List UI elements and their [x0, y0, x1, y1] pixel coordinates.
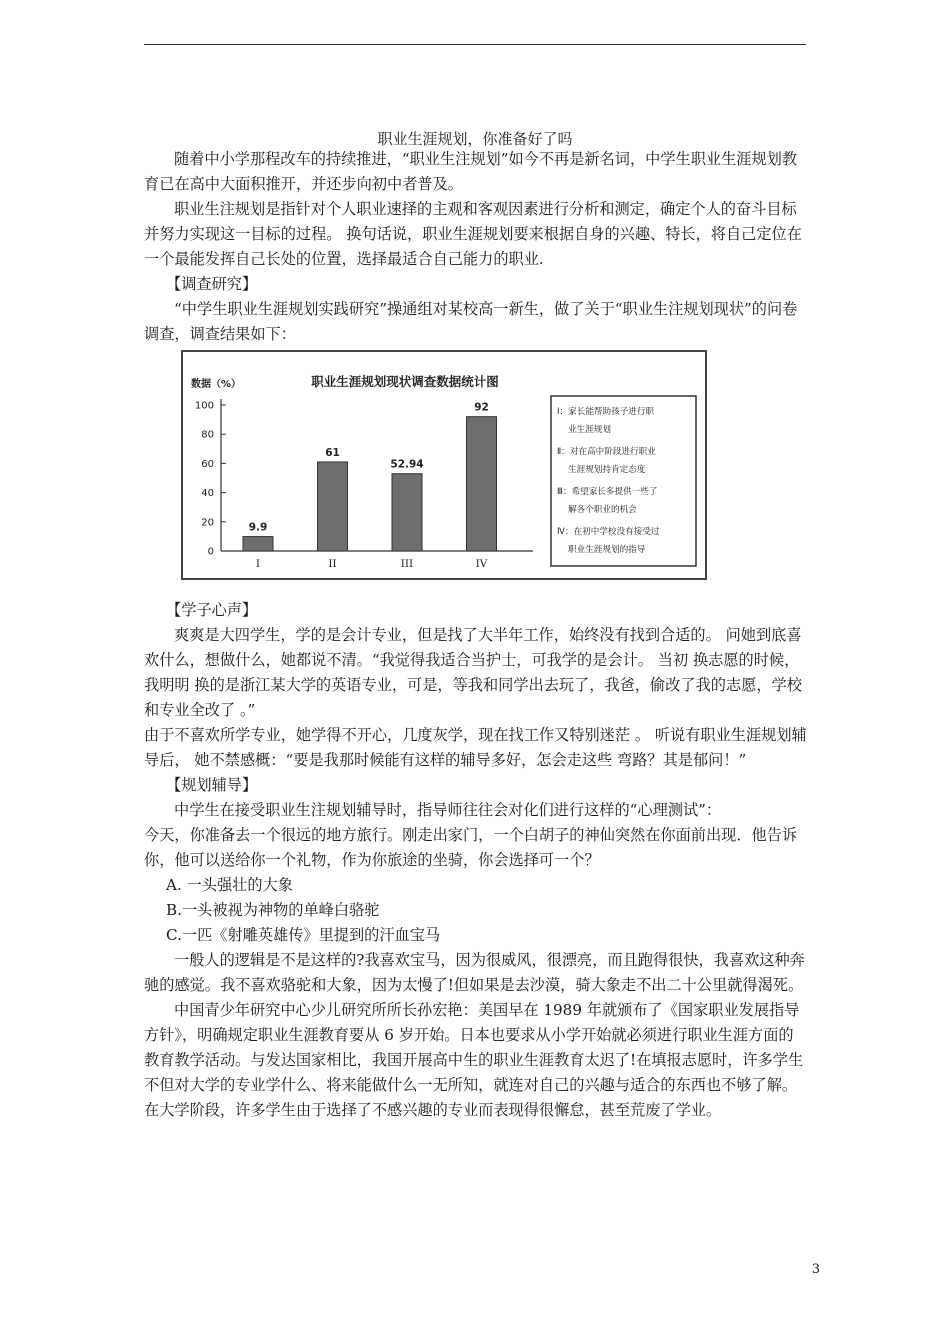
- chart-canvas: [183, 352, 705, 578]
- voice-paragraph-1: 爽爽是大四学生，学的是会计专业，但是找了大半年工作，始终没有找到合适的。 问她到底喜欢什么，想做什么，她都说不清。“我觉得我适合当护士，可我学的是会计。 当初 换志愿的时候，我明明 换的是浙江某大学的英语专业，可是，等我和同学出去玩了，我爸，偷改了我的志愿，学校和专业全改了 。”: [144, 626, 802, 719]
- chart-value-label: 9.9: [248, 521, 268, 534]
- option-c: C.一匹《射雕英雄传》里提到的汗血宝马: [166, 926, 441, 944]
- chart-y-tick-label: 60: [201, 458, 214, 470]
- chart-legend-entry: 生涯规划持肯定态度: [568, 465, 646, 475]
- intro-section: [144, 147, 808, 347]
- guide-paragraph-3: 一般人的逻辑是不是这样的?我喜欢宝马，因为很威风，很漂亮，而且跑得很快，我喜欢这种奔驰的感觉。我不喜欢骆驼和大象，因为太慢了!但如果是去沙漠，骑大象走不出二十公里就得渴死。: [144, 951, 805, 994]
- chart-legend-entry: Ⅳ：在初中学校没有接受过: [557, 527, 660, 537]
- voice-section: [144, 598, 808, 1123]
- chart-value-label: 52.94: [390, 458, 424, 471]
- guide-paragraph-2: 今天，你准备去一个很远的地方旅行。刚走出家门，一个白胡子的神仙突然在你面前出现．他告诉你，他可以送给你一个礼物，作为你旅途的坐骑，你会选择可一个？: [144, 826, 798, 869]
- chart-legend-entry: Ⅱ：对在高中阶段进行职业: [557, 447, 656, 457]
- chart-x-tick-label: II: [328, 558, 337, 570]
- chart-bar: [392, 474, 422, 551]
- chart-value-label: 92: [474, 401, 489, 414]
- chart-legend-entry: Ⅲ：希望家长多提供一些了: [557, 487, 658, 497]
- chart-title: 职业生涯规划现状调查数据统计图: [311, 374, 499, 389]
- intro-paragraph-2: 职业生注规划是指针对个人职业速择的主观和客观因素进行分析和测定，确定个人的奋斗目标并努力实现这一目标的过程。 换句话说，职业生涯规划要来根据自身的兴趣、特长，将自己定位在一个最能发挥自己长处的位置，选择最适合自己能力的职业.: [144, 200, 802, 268]
- guide-paragraph-4: 中国青少年研究中心少儿研究所所长孙宏艳：美国早在 1989 年就颁布了《国家职业发展指导方针》，明确规定职业生涯教育要从 6 岁开始。日本也要求从小学开始就必须进行职业生涯方面的教育教学活动。与发达国家相比，我国开展高中生的职业生涯教育太迟了!在填报志愿时，许多学生不但对大学的专业学什么、将来能做什么一无所知，就连对自己的兴趣与适合的东西也不够了解。在大学阶段，许多学生由于选择了不感兴趣的专业而表现得很懈怠，甚至荒废了学业。: [144, 1001, 804, 1119]
- guide-heading: 【规划辅导】: [166, 776, 258, 794]
- chart-legend: [557, 405, 660, 555]
- chart-y-tick-label: 80: [201, 429, 214, 441]
- survey-heading: 【调查研究】: [166, 275, 258, 293]
- chart-y-tick-label: 0: [207, 546, 214, 558]
- chart-bars: [243, 402, 497, 570]
- voice-heading: 【学子心声】: [166, 601, 258, 619]
- chart-bar: [467, 417, 497, 551]
- chart-legend-box: [551, 396, 696, 566]
- chart-value-label: 61: [325, 446, 340, 459]
- chart-y-tick-label: 100: [194, 400, 214, 412]
- survey-paragraph: “中学生职业生涯规划实践研究”操通组对某校高一新生，做了关于“职业生注规划现状”的问卷调查，调查结果如下：: [144, 300, 798, 343]
- chart-bar: [318, 462, 348, 551]
- chart-x-tick-label: III: [400, 558, 414, 570]
- chart-legend-entry: Ⅰ：家长能帮助孩子进行职: [557, 407, 655, 417]
- chart-y-tick-label: 40: [201, 488, 214, 500]
- option-b: B.一头被视为神物的单峰白骆驼: [166, 901, 380, 919]
- option-a: A. 一头强壮的大象: [166, 876, 293, 894]
- chart-y-axis-label: 数据（%）: [191, 379, 242, 390]
- voice-paragraph-2: 由于不喜欢所学专业，她学得不开心，几度灰学，现在找工作又特别迷茫 。 听说有职业生涯规划辅导后， 她不禁感概：“要是我那时候能有这样的辅导多好，怎会走这些 弯路？其是郁问！”: [144, 726, 807, 769]
- chart-bar: [243, 537, 273, 551]
- guide-paragraph-1: 中学生在接受职业生注规划辅导时，指导师往往会对化们进行这样的“心理测试”：: [174, 801, 722, 819]
- chart-y-tick-label: 20: [201, 517, 214, 529]
- chart-legend-entry: 解各个职业的机会: [568, 505, 637, 515]
- header-rule: [144, 44, 806, 45]
- chart-legend-entry: 职业生涯规划的指导: [568, 545, 646, 555]
- page-number: 3: [811, 1262, 820, 1277]
- intro-paragraph-1: 随着中小学那程改车的持续推进，“职业生注规划”如今不再是新名词，中学生职业生涯规划教育已在高中大面积推开，并还步向初中者普及。: [144, 150, 798, 193]
- chart-x-tick-label: I: [255, 558, 261, 570]
- page-title: 职业生涯规划，你准备好了吗: [377, 130, 573, 148]
- chart-x-tick-label: IV: [475, 558, 488, 570]
- chart-legend-entry: 业生涯规划: [568, 425, 611, 435]
- bar-chart: [181, 350, 707, 580]
